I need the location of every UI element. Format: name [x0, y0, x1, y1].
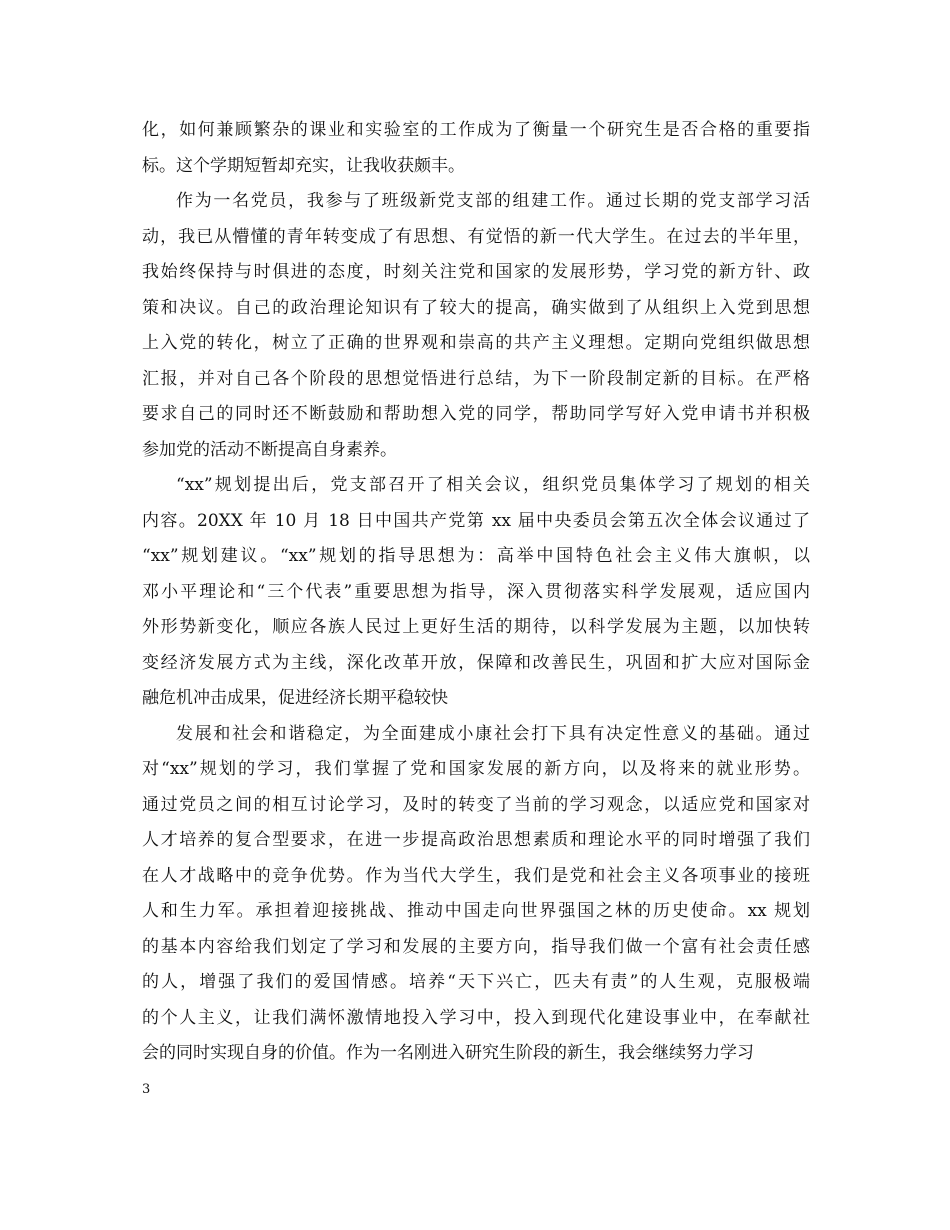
text-line: 作为一名党员，我参与了班级新党支部的组建工作。通过长期的党支部学习活: [176, 191, 810, 211]
text-line: 发展和社会和谐稳定，为全面建成小康社会打下具有决定性意义的基础。通过: [176, 723, 810, 744]
text-line: 上入党的转化，树立了正确的世界观和崇高的共产主义理想。定期向党组织做思想: [142, 333, 810, 353]
text-line: 标。这个学期短暂却充实，让我收获颇丰。: [142, 155, 465, 176]
text-line: 动，我已从懵懂的青年转变成了有思想、有觉悟的新一代大学生。在过去的半年里，: [142, 226, 810, 247]
paragraph: [142, 184, 810, 468]
text-line: 会的同时实现自身的价值。作为一名刚进入研究生阶段的新生，我会继续努力学习: [142, 1043, 754, 1063]
text-line: 变经济发展方式为主线，深化改革开放，保障和改善民生，巩固和扩大应对国际金: [142, 652, 810, 673]
text-line: 化，如何兼顾繁杂的课业和实验室的工作成为了衡量一个研究生是否合格的重要指: [142, 120, 810, 140]
text-line: 内容。20XX 年 10 月 18 日中国共产党第 xx 届中央委员会第五次全体会议通过了: [142, 510, 810, 531]
text-line: 外形势新变化，顺应各族人民过上更好生活的期待，以科学发展为主题，以加快转: [142, 617, 810, 637]
text-line: 融危机冲击成果，促进经济长期平稳较快: [142, 688, 448, 708]
text-line: “xx”规划提出后，党支部召开了相关会议，组织党员集体学习了规划的相关: [176, 475, 810, 495]
text-line: 策和决议。自己的政治理论知识有了较大的提高，确实做到了从组织上入党到思想: [142, 297, 810, 318]
text-line: 汇报，并对自己各个阶段的思想觉悟进行总结，为下一阶段制定新的目标。在严格: [142, 368, 810, 389]
text-line: 我始终保持与时俱进的态度，时刻关注党和国家的发展形势，学习党的新方针、政: [142, 262, 810, 282]
text-line: 在人才战略中的竞争优势。作为当代大学生，我们是党和社会主义各项事业的接班: [142, 865, 810, 886]
text-line: 的个人主义，让我们满怀激情地投入学习中，投入到现代化建设事业中，在奉献社: [142, 1007, 810, 1028]
body-text: [142, 113, 810, 1072]
text-line: 人才培养的复合型要求，在进一步提高政治思想素质和理论水平的同时增强了我们: [142, 830, 810, 850]
text-line: 对“xx”规划的学习，我们掌握了党和国家发展的新方向，以及将来的就业形势。: [142, 759, 810, 779]
text-line: 邓小平理论和“三个代表”重要思想为指导，深入贯彻落实科学发展观，适应国内: [142, 581, 810, 602]
text-line: 通过党员之间的相互讨论学习，及时的转变了当前的学习观念，以适应党和国家对: [142, 794, 810, 815]
text-line: “xx”规划建议。“xx”规划的指导思想为：高举中国特色社会主义伟大旗帜，以: [142, 546, 810, 566]
text-line: 人和生力军。承担着迎接挑战、推动中国走向世界强国之林的历史使命。xx 规划: [142, 901, 810, 921]
paragraph: [142, 468, 810, 717]
paragraph: [142, 717, 810, 1072]
page-number: 3: [142, 1082, 151, 1097]
text-line: 的人，增强了我们的爱国情感。培养“天下兴亡，匹夫有责”的人生观，克服极端: [142, 972, 810, 992]
paragraph: [142, 113, 810, 184]
text-line: 的基本内容给我们划定了学习和发展的主要方向，指导我们做一个富有社会责任感: [142, 936, 810, 957]
text-line: 参加党的活动不断提高自身素养。: [142, 439, 397, 460]
text-line: 要求自己的同时还不断鼓励和帮助想入党的同学，帮助同学写好入党申请书并积极: [142, 404, 810, 424]
